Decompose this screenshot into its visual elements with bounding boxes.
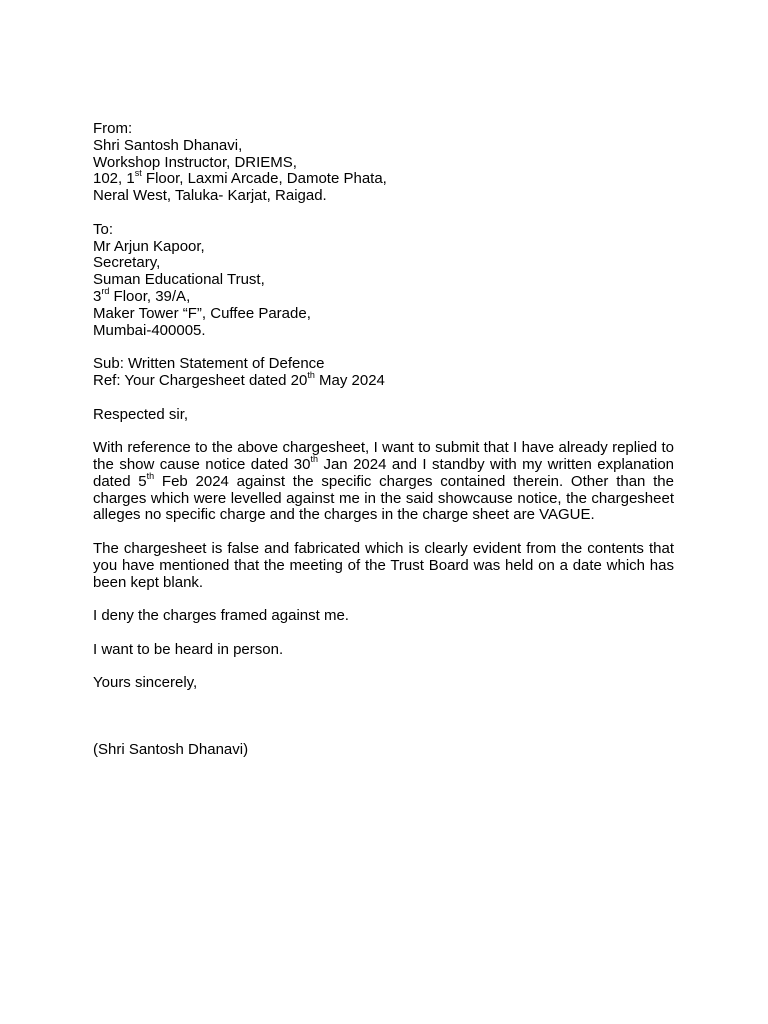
- recipient-organization: Suman Educational Trust,: [93, 271, 265, 289]
- sender-address-line-1-part-a: 102, 1: [93, 170, 135, 188]
- body-paragraph-1-sup-1: th: [310, 453, 318, 464]
- reference-part-b: May 2024: [314, 371, 385, 389]
- sender-address-line-2: Neral West, Taluka- Karjat, Raigad.: [93, 187, 327, 205]
- body-paragraph-1-part-a: With reference to the above chargesheet, I want to submit that I have already replied to the show cause notice dated 30: [93, 439, 674, 473]
- signature: (Shri Santosh Dhanavi): [93, 741, 249, 759]
- recipient-address-line-1-part-b: Floor, 39/A,: [109, 287, 191, 305]
- recipient-address-line-1-sup: rd: [101, 285, 110, 296]
- letter-page: [93, 121, 674, 759]
- sender-address-line-1-sup: st: [134, 168, 142, 179]
- recipient-name: Mr Arjun Kapoor,: [93, 237, 205, 255]
- sender-address-line-1-part-b: Floor, Laxmi Arcade, Damote Phata,: [141, 170, 387, 188]
- body-paragraph-1: [93, 440, 674, 524]
- sender-block: [93, 121, 674, 205]
- recipient-address-line-1: [93, 285, 674, 306]
- body-paragraph-1-part-b: Jan 2024 and I standby with my written explanation dated 5: [93, 455, 675, 490]
- recipient-address-line-1-part-a: 3: [93, 287, 102, 305]
- recipient-address-line-3: Mumbai-400005.: [93, 321, 206, 339]
- subject-line: Sub: Written Statement of Defence: [93, 355, 325, 373]
- body-paragraph-1-sup-2: th: [146, 470, 155, 481]
- reference-part-a: Ref: Your Chargesheet dated 20: [93, 371, 308, 389]
- from-label: From:: [93, 120, 133, 137]
- salutation: Respected sir,: [93, 405, 189, 423]
- recipient-designation: Secretary,: [93, 254, 161, 272]
- body-paragraph-2: The chargesheet is false and fabricated which is clearly evident from the contents that you have mentioned that the meeting of the Trust Board was held on a date which has been kept blank.: [93, 539, 674, 591]
- body-paragraph-3: I deny the charges framed against me.: [93, 607, 349, 625]
- subject-block: [93, 356, 674, 390]
- sender-name: Shri Santosh Dhanavi,: [93, 136, 243, 154]
- body-paragraph-4: I want to be heard in person.: [93, 640, 284, 658]
- recipient-block: [93, 222, 674, 340]
- recipient-address-line-2: Maker Tower “F”, Cuffee Parade,: [93, 304, 311, 322]
- reference-line: [93, 369, 674, 390]
- to-label: To:: [93, 220, 114, 238]
- closing: Yours sincerely,: [93, 674, 198, 692]
- reference-sup: th: [307, 369, 315, 380]
- sender-address-line-1: [93, 168, 674, 188]
- sender-designation: Workshop Instructor, DRIEMS,: [93, 153, 297, 171]
- body-paragraph-1-part-c: Feb 2024 against the specific charges contained therein. Other than the charges which were levelled against me in the said showcause notice, the chargesheet alleges no specific charge and the charges in the charge sheet are VAGUE.: [93, 472, 674, 524]
